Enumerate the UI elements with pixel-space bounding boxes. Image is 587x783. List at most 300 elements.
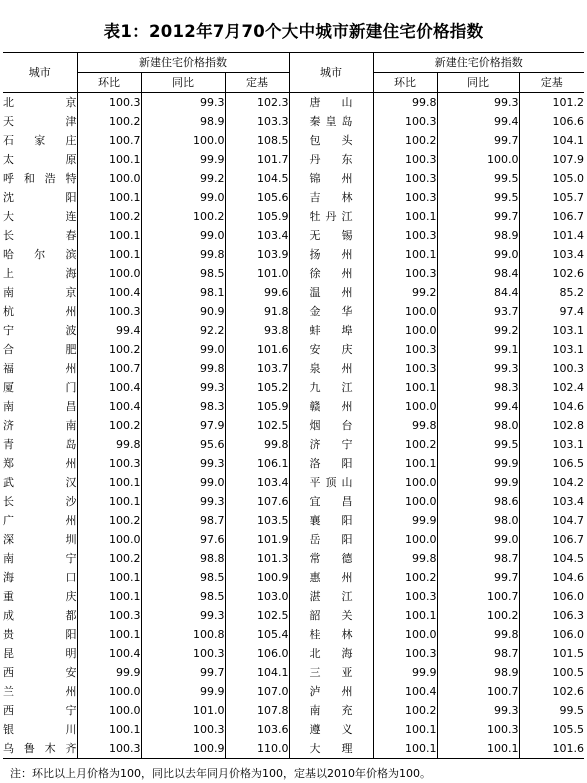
base-value: 107.6 [225, 492, 289, 511]
base-value: 102.4 [519, 378, 584, 397]
city-name: 贵阳 [3, 628, 77, 641]
city-name: 惠州 [289, 568, 373, 587]
yoy-value: 99.9 [141, 682, 225, 701]
city-name: 南充 [289, 701, 373, 720]
city-name: 宁波 [3, 324, 77, 337]
city-name: 平顶山 [289, 473, 373, 492]
yoy-value: 98.0 [437, 511, 519, 530]
mom-value: 99.9 [373, 663, 437, 682]
yoy-column-header-right: 同比 [437, 73, 519, 93]
city-name: 常德 [289, 549, 373, 568]
yoy-value: 100.3 [141, 644, 225, 663]
base-value: 104.5 [519, 549, 584, 568]
table-body [3, 93, 584, 759]
yoy-value: 100.7 [437, 587, 519, 606]
yoy-value: 93.7 [437, 302, 519, 321]
base-value: 99.8 [225, 435, 289, 454]
table-row [3, 530, 584, 549]
mom-value: 100.4 [373, 682, 437, 701]
mom-value: 100.2 [77, 340, 141, 359]
base-value: 102.5 [225, 606, 289, 625]
mom-value: 99.8 [373, 549, 437, 568]
city-name: 赣州 [289, 397, 373, 416]
city-name: 丹东 [289, 150, 373, 169]
yoy-value: 98.3 [437, 378, 519, 397]
base-value: 104.6 [519, 397, 584, 416]
yoy-value: 90.9 [141, 302, 225, 321]
mom-value: 100.3 [77, 302, 141, 321]
table-row [3, 93, 584, 113]
yoy-value: 99.7 [141, 663, 225, 682]
base-value: 105.0 [519, 169, 584, 188]
mom-value: 100.4 [77, 378, 141, 397]
yoy-value: 98.5 [141, 568, 225, 587]
yoy-value: 99.3 [141, 454, 225, 473]
yoy-value: 100.2 [141, 207, 225, 226]
mom-value: 100.2 [77, 416, 141, 435]
yoy-value: 99.3 [141, 492, 225, 511]
mom-value: 100.2 [77, 207, 141, 226]
mom-value: 100.7 [77, 359, 141, 378]
table-row [3, 302, 584, 321]
yoy-value: 99.2 [437, 321, 519, 340]
mom-column-header-right: 环比 [373, 73, 437, 93]
city-name: 济南 [3, 419, 77, 432]
yoy-value: 99.8 [141, 359, 225, 378]
mom-value: 100.1 [77, 245, 141, 264]
yoy-value: 99.9 [141, 150, 225, 169]
base-value: 101.2 [519, 93, 584, 113]
yoy-value: 95.6 [141, 435, 225, 454]
city-column-header-right: 城市 [289, 53, 373, 93]
mom-value: 100.0 [77, 264, 141, 283]
base-value: 93.8 [225, 321, 289, 340]
mom-value: 100.3 [77, 93, 141, 113]
yoy-value: 99.0 [141, 340, 225, 359]
yoy-column-header: 同比 [141, 73, 225, 93]
base-value: 101.7 [225, 150, 289, 169]
table-row [3, 112, 584, 131]
table-row [3, 549, 584, 568]
mom-value: 100.0 [77, 682, 141, 701]
city-name: 西宁 [3, 704, 77, 717]
city-name: 杭州 [3, 305, 77, 318]
base-value: 106.0 [519, 625, 584, 644]
yoy-value: 98.1 [141, 283, 225, 302]
base-value: 106.7 [519, 530, 584, 549]
yoy-value: 99.8 [141, 245, 225, 264]
table-row [3, 207, 584, 226]
yoy-value: 99.7 [437, 131, 519, 150]
city-name: 沈阳 [3, 191, 77, 204]
yoy-value: 92.2 [141, 321, 225, 340]
yoy-value: 98.0 [437, 416, 519, 435]
mom-value: 99.4 [77, 321, 141, 340]
base-value: 85.2 [519, 283, 584, 302]
yoy-value: 98.9 [141, 112, 225, 131]
table-row [3, 283, 584, 302]
mom-value: 100.0 [373, 321, 437, 340]
mom-value: 100.1 [77, 492, 141, 511]
yoy-value: 100.2 [437, 606, 519, 625]
price-index-group-header-right: 新建住宅价格指数 [373, 53, 584, 73]
mom-value: 100.0 [77, 530, 141, 549]
yoy-value: 100.8 [141, 625, 225, 644]
city-name: 蚌埠 [289, 321, 373, 340]
city-name: 乌鲁木齐 [3, 739, 77, 759]
yoy-value: 99.3 [437, 701, 519, 720]
base-value: 101.5 [519, 644, 584, 663]
table-row [3, 568, 584, 587]
table-row [3, 663, 584, 682]
city-name: 烟台 [289, 416, 373, 435]
page-title: 表1：2012年7月70个大中城市新建住宅价格指数 [103, 22, 484, 41]
mom-value: 100.1 [77, 568, 141, 587]
table-row [3, 169, 584, 188]
mom-value: 100.2 [373, 701, 437, 720]
mom-value: 100.0 [77, 701, 141, 720]
base-value: 103.1 [519, 435, 584, 454]
price-index-group-header: 新建住宅价格指数 [77, 53, 289, 73]
yoy-value: 99.0 [437, 245, 519, 264]
mom-value: 99.8 [373, 93, 437, 113]
base-value: 103.9 [225, 245, 289, 264]
table-row [3, 150, 584, 169]
mom-value: 100.0 [373, 473, 437, 492]
footnote: 注：环比以上月价格为100，同比以去年同月价格为100，定基以2010年价格为100。 [10, 767, 431, 780]
city-name: 北京 [3, 96, 77, 109]
base-value: 107.8 [225, 701, 289, 720]
city-name: 西安 [3, 666, 77, 679]
yoy-value: 99.3 [437, 93, 519, 113]
yoy-value: 99.4 [437, 397, 519, 416]
base-value: 102.6 [519, 264, 584, 283]
mom-value: 100.1 [77, 473, 141, 492]
base-value: 103.4 [519, 492, 584, 511]
city-name: 深圳 [3, 533, 77, 546]
mom-value: 100.1 [77, 587, 141, 606]
yoy-value: 101.0 [141, 701, 225, 720]
yoy-value: 98.7 [141, 511, 225, 530]
mom-value: 100.3 [77, 454, 141, 473]
table-row [3, 682, 584, 701]
city-name: 唐山 [289, 93, 373, 113]
table-row [3, 625, 584, 644]
table-row [3, 435, 584, 454]
table-row [3, 454, 584, 473]
mom-value: 100.3 [373, 587, 437, 606]
mom-value: 100.2 [77, 112, 141, 131]
city-name: 福州 [3, 362, 77, 375]
base-value: 103.3 [225, 112, 289, 131]
city-name: 南宁 [3, 552, 77, 565]
base-value: 103.4 [225, 473, 289, 492]
yoy-value: 98.4 [437, 264, 519, 283]
city-name: 锦州 [289, 169, 373, 188]
mom-value: 100.1 [77, 226, 141, 245]
city-name: 石家庄 [3, 134, 77, 147]
base-value: 102.5 [225, 416, 289, 435]
mom-value: 100.0 [373, 625, 437, 644]
city-name: 武汉 [3, 476, 77, 489]
base-value: 106.1 [225, 454, 289, 473]
mom-column-header: 环比 [77, 73, 141, 93]
yoy-value: 98.6 [437, 492, 519, 511]
table-row [3, 416, 584, 435]
base-value: 106.5 [519, 454, 584, 473]
base-value: 102.8 [519, 416, 584, 435]
mom-value: 100.0 [373, 492, 437, 511]
mom-value: 100.4 [77, 644, 141, 663]
city-name: 宜昌 [289, 492, 373, 511]
base-value: 104.1 [225, 663, 289, 682]
base-value: 103.4 [225, 226, 289, 245]
base-value: 99.5 [519, 701, 584, 720]
city-name: 青岛 [3, 438, 77, 451]
base-value: 105.6 [225, 188, 289, 207]
yoy-value: 99.7 [437, 207, 519, 226]
mom-value: 100.3 [373, 264, 437, 283]
yoy-value: 99.3 [141, 93, 225, 113]
city-name: 牡丹江 [289, 207, 373, 226]
base-column-header: 定基 [225, 73, 289, 93]
table-row [3, 587, 584, 606]
base-value: 101.9 [225, 530, 289, 549]
base-value: 105.4 [225, 625, 289, 644]
mom-value: 100.4 [77, 283, 141, 302]
city-name: 济宁 [289, 435, 373, 454]
city-name: 韶关 [289, 606, 373, 625]
yoy-value: 98.5 [141, 264, 225, 283]
base-value: 102.3 [225, 93, 289, 113]
table-row [3, 340, 584, 359]
city-name: 海口 [3, 571, 77, 584]
mom-value: 100.3 [77, 606, 141, 625]
city-name: 包头 [289, 131, 373, 150]
mom-value: 100.3 [373, 359, 437, 378]
mom-value: 100.1 [373, 606, 437, 625]
yoy-value: 99.0 [141, 188, 225, 207]
mom-value: 99.2 [373, 283, 437, 302]
base-value: 101.4 [519, 226, 584, 245]
yoy-value: 99.0 [437, 530, 519, 549]
table-row [3, 739, 584, 759]
base-value: 104.1 [519, 131, 584, 150]
yoy-value: 99.0 [141, 473, 225, 492]
base-value: 97.4 [519, 302, 584, 321]
mom-value: 100.2 [373, 435, 437, 454]
mom-value: 100.2 [77, 549, 141, 568]
mom-value: 100.1 [77, 150, 141, 169]
mom-value: 100.2 [77, 511, 141, 530]
yoy-value: 98.9 [437, 226, 519, 245]
base-value: 104.5 [225, 169, 289, 188]
city-name: 合肥 [3, 343, 77, 356]
city-name: 三亚 [289, 663, 373, 682]
mom-value: 100.7 [77, 131, 141, 150]
mom-value: 100.1 [77, 188, 141, 207]
city-name: 洛阳 [289, 454, 373, 473]
base-value: 101.6 [225, 340, 289, 359]
city-name: 泸州 [289, 682, 373, 701]
city-name: 北海 [289, 644, 373, 663]
city-name: 桂林 [289, 625, 373, 644]
city-name: 安庆 [289, 340, 373, 359]
yoy-value: 99.2 [141, 169, 225, 188]
city-name: 昆明 [3, 647, 77, 660]
base-value: 101.3 [225, 549, 289, 568]
yoy-value: 99.5 [437, 169, 519, 188]
base-value: 105.5 [519, 720, 584, 739]
mom-value: 100.1 [373, 207, 437, 226]
mom-value: 100.1 [373, 454, 437, 473]
table-row [3, 492, 584, 511]
table-row [3, 720, 584, 739]
city-name: 吉林 [289, 188, 373, 207]
mom-value: 99.9 [77, 663, 141, 682]
city-name: 九江 [289, 378, 373, 397]
yoy-value: 99.8 [437, 625, 519, 644]
city-name: 遵义 [289, 720, 373, 739]
base-value: 101.0 [225, 264, 289, 283]
table-row [3, 131, 584, 150]
base-value: 104.2 [519, 473, 584, 492]
base-value: 99.6 [225, 283, 289, 302]
mom-value: 100.1 [77, 625, 141, 644]
base-value: 106.0 [519, 587, 584, 606]
yoy-value: 99.5 [437, 188, 519, 207]
base-value: 103.4 [519, 245, 584, 264]
table-row [3, 701, 584, 720]
mom-value: 100.1 [77, 720, 141, 739]
yoy-value: 98.7 [437, 549, 519, 568]
yoy-value: 100.9 [141, 739, 225, 759]
mom-value: 100.4 [77, 397, 141, 416]
city-name: 南京 [3, 286, 77, 299]
mom-value: 100.1 [373, 739, 437, 759]
city-name: 天津 [3, 115, 77, 128]
mom-value: 100.3 [373, 226, 437, 245]
base-value: 106.3 [519, 606, 584, 625]
city-name: 南昌 [3, 400, 77, 413]
city-name: 成都 [3, 609, 77, 622]
yoy-value: 98.8 [141, 549, 225, 568]
yoy-value: 99.3 [141, 378, 225, 397]
yoy-value: 100.0 [141, 131, 225, 150]
base-value: 105.9 [225, 207, 289, 226]
mom-value: 100.0 [373, 530, 437, 549]
mom-value: 100.0 [373, 302, 437, 321]
yoy-value: 98.5 [141, 587, 225, 606]
city-name: 扬州 [289, 245, 373, 264]
base-value: 105.2 [225, 378, 289, 397]
mom-value: 99.8 [373, 416, 437, 435]
base-value: 103.1 [519, 321, 584, 340]
base-value: 103.1 [519, 340, 584, 359]
yoy-value: 99.7 [437, 568, 519, 587]
yoy-value: 99.5 [437, 435, 519, 454]
base-value: 103.7 [225, 359, 289, 378]
table-row [3, 473, 584, 492]
mom-value: 100.3 [373, 340, 437, 359]
yoy-value: 99.4 [437, 112, 519, 131]
city-name: 呼和浩特 [3, 172, 77, 185]
city-name: 湛江 [289, 587, 373, 606]
mom-value: 100.3 [77, 739, 141, 759]
mom-value: 100.2 [373, 131, 437, 150]
mom-value: 100.0 [77, 169, 141, 188]
yoy-value: 100.7 [437, 682, 519, 701]
city-name: 银川 [3, 723, 77, 736]
city-name: 长沙 [3, 495, 77, 508]
mom-value: 100.3 [373, 150, 437, 169]
yoy-value: 99.3 [141, 606, 225, 625]
yoy-value: 99.9 [437, 454, 519, 473]
city-name: 大理 [289, 739, 373, 759]
price-index-table [3, 52, 584, 759]
city-name: 厦门 [3, 381, 77, 394]
base-value: 100.5 [519, 663, 584, 682]
table-row [3, 321, 584, 340]
base-value: 108.5 [225, 131, 289, 150]
city-name: 广州 [3, 514, 77, 527]
city-name: 徐州 [289, 264, 373, 283]
city-name: 金华 [289, 302, 373, 321]
base-value: 107.0 [225, 682, 289, 701]
base-value: 105.9 [225, 397, 289, 416]
table-row [3, 245, 584, 264]
yoy-value: 98.9 [437, 663, 519, 682]
mom-value: 100.1 [373, 378, 437, 397]
yoy-value: 84.4 [437, 283, 519, 302]
yoy-value: 100.3 [437, 720, 519, 739]
base-value: 102.6 [519, 682, 584, 701]
city-name: 太原 [3, 153, 77, 166]
mom-value: 100.1 [373, 245, 437, 264]
table-row [3, 359, 584, 378]
yoy-value: 97.9 [141, 416, 225, 435]
base-value: 100.3 [519, 359, 584, 378]
base-value: 101.6 [519, 739, 584, 759]
base-value: 100.9 [225, 568, 289, 587]
yoy-value: 100.3 [141, 720, 225, 739]
mom-value: 99.9 [373, 511, 437, 530]
city-name: 兰州 [3, 685, 77, 698]
table-row [3, 397, 584, 416]
city-name: 岳阳 [289, 530, 373, 549]
mom-value: 100.3 [373, 188, 437, 207]
table-row [3, 188, 584, 207]
base-value: 103.0 [225, 587, 289, 606]
yoy-value: 100.0 [437, 150, 519, 169]
base-value: 103.5 [225, 511, 289, 530]
city-name: 上海 [3, 267, 77, 280]
yoy-value: 99.1 [437, 340, 519, 359]
table-row [3, 378, 584, 397]
city-name: 襄阳 [289, 511, 373, 530]
mom-value: 99.8 [77, 435, 141, 454]
table-row [3, 644, 584, 663]
base-value: 103.6 [225, 720, 289, 739]
yoy-value: 99.9 [437, 473, 519, 492]
mom-value: 100.3 [373, 644, 437, 663]
city-name: 重庆 [3, 590, 77, 603]
mom-value: 100.2 [373, 568, 437, 587]
table-row [3, 606, 584, 625]
city-name: 无锡 [289, 226, 373, 245]
table-row [3, 264, 584, 283]
mom-value: 100.0 [373, 397, 437, 416]
